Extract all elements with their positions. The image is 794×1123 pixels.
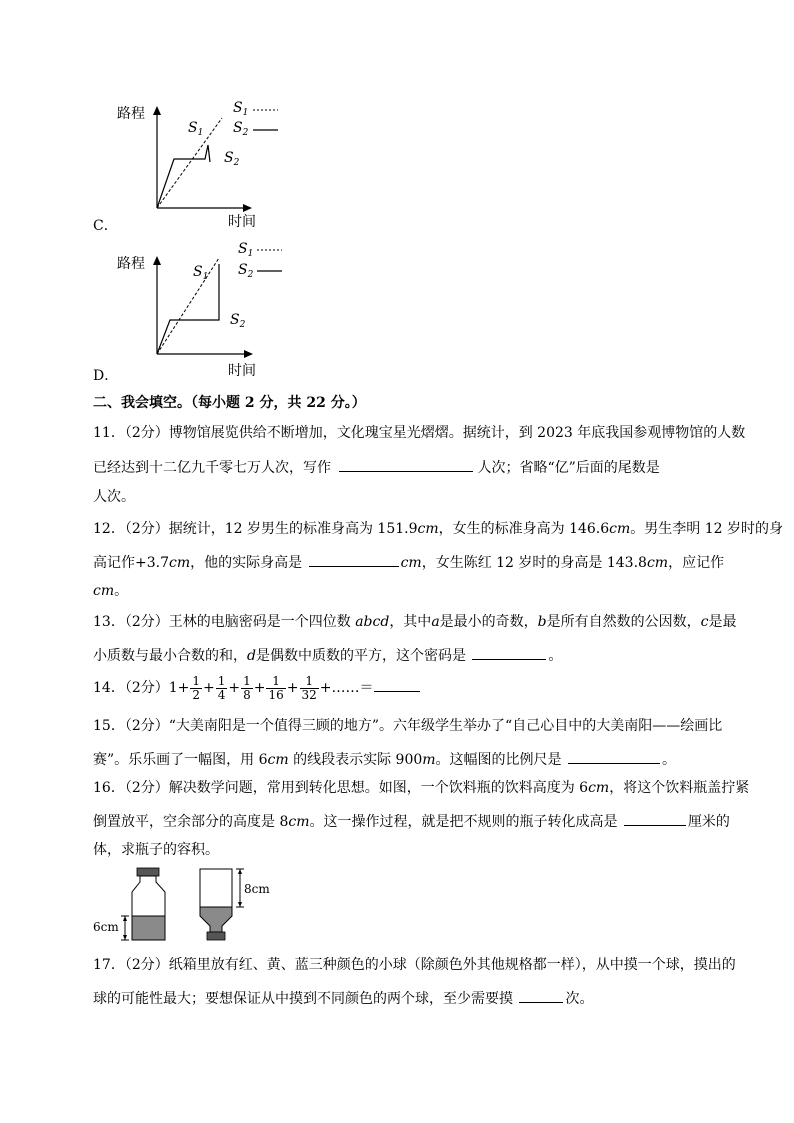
graph-d-curve-s1: $S_1$ [193, 264, 209, 282]
q15-line1: 15．（2分）“大美南阳是一个值得三顾的地方”。六年级学生举办了“自己心目中的大美南阳——绘画比 [93, 718, 723, 734]
q16-line3: 体，求瓶子的容积。 [93, 842, 219, 858]
fig-label-8cm: 8cm [244, 882, 270, 896]
q15-line2: 赛”。乐乐画了一幅图，用 6cm 的线段表示实际 900m。这幅图的比例尺是 。 [93, 749, 676, 768]
inverted-bottle-body [200, 869, 232, 907]
graph-d-legend-s2: $S_2$ [238, 262, 254, 280]
option-c-label: C． [93, 218, 118, 234]
graph-c-legend-s2: $S_2$ [233, 120, 249, 138]
q14-frac-3: $\frac{1}{8}$ [243, 673, 251, 702]
q13-line2: 小质数与最小合数的和，d是偶数中质数的平方，这个密码是 。 [93, 645, 562, 664]
q11-line3: 人次。 [93, 489, 135, 505]
graph-d-curve-s2: $S_2$ [230, 312, 246, 330]
graph-c-curve-s2: $S_2$ [224, 150, 240, 168]
inverted-cap [207, 932, 225, 940]
q17-line1: 17．（2分）纸箱里放有红、黄、蓝三种颜色的小球（除颜色外其他规格都一样），从中摸一个球，摸出的 [93, 957, 736, 973]
upright-liquid [132, 916, 165, 940]
graph-d-x-axis-label: 时间 [228, 363, 256, 379]
q12-blank-1[interactable] [309, 552, 399, 567]
graph-d-plot [0, 0, 794, 400]
q14-frac-4: $\frac{1}{16}$ [268, 673, 284, 702]
q11-line2: 已经达到十二亿九千零七万人次，写作 人次；省略“亿”后面的尾数是 [93, 457, 660, 476]
q15-blank-1[interactable] [568, 749, 660, 764]
graph-d-s1-line [157, 258, 219, 354]
q16-line2: 倒置放平，空余部分的高度是 8cm。这一操作过程，就是把不规则的瓶子转化成高是 厘米的 [93, 811, 730, 830]
q16-line1: 16．（2分）解决数学问题，常用到转化思想。如图，一个饮料瓶的饮料高度为 6cm，将这个饮料瓶盖拧紧 [93, 780, 750, 796]
q16-blank-1[interactable] [624, 811, 686, 826]
graph-d-y-axis-label: 路程 [117, 256, 145, 272]
q14-frac-5: $\frac{1}{32}$ [301, 673, 317, 702]
q11-blank-1[interactable] [339, 457, 473, 472]
graph-c-legend-s1: $S_1$ [233, 100, 249, 118]
q11-line1: 11．（2分）博物馆展览供给不断增加，文化瑰宝星光熠熠。据统计，到 2023 年底我国参观博物馆的人数 [93, 425, 746, 441]
q17-blank-1[interactable] [519, 988, 563, 1003]
inverted-liquid [200, 907, 232, 932]
q13-blank-1[interactable] [472, 645, 546, 660]
graph-c-x-axis-label: 时间 [228, 214, 256, 230]
bottle-cap [137, 868, 159, 876]
graph-c-curve-s1: $S_1$ [188, 120, 204, 138]
q14-line: 14．（2分）1+ $\frac{1}{2}$ + $\frac{1}{4}$ + $\frac{1}{8}$ + $\frac{1}{16}$ + $\frac{1}{32}$ +……＝ [93, 673, 420, 703]
graph-c-y-axis-label: 路程 [117, 106, 145, 122]
q14-frac-1: $\frac{1}{2}$ [192, 673, 200, 702]
section-title: 二、我会填空。（每小题 2 分，共 22 分。） [93, 395, 366, 411]
option-d-label: D． [93, 368, 119, 384]
q14-blank-1[interactable] [374, 677, 420, 692]
q14-frac-2: $\frac{1}{4}$ [217, 673, 226, 702]
q12-line2: 高记作+3.7cm，他的实际身高是 cm，女生陈红 12 岁时的身高是 143.8cm，应记作 [93, 552, 724, 571]
bottle-figure [90, 864, 290, 944]
q13-line1: 13．（2分）王林的电脑密码是一个四位数 abcd，其中a是最小的奇数，b是所有自然数的公因数，c是最 [93, 614, 737, 630]
graph-d-legend-s1: $S_1$ [238, 241, 254, 259]
fig-label-6cm: 6cm [93, 920, 119, 934]
q17-line2: 球的可能性最大；要想保证从中摸到不同颜色的两个球，至少需要摸 次。 [93, 988, 593, 1007]
q12-line3: cm。 [93, 583, 129, 599]
q12-line1: 12．（2分）据统计，12 岁男生的标准身高为 151.9cm，女生的标准身高为 146.6cm。男生李明 12 岁时的身 [93, 521, 784, 537]
